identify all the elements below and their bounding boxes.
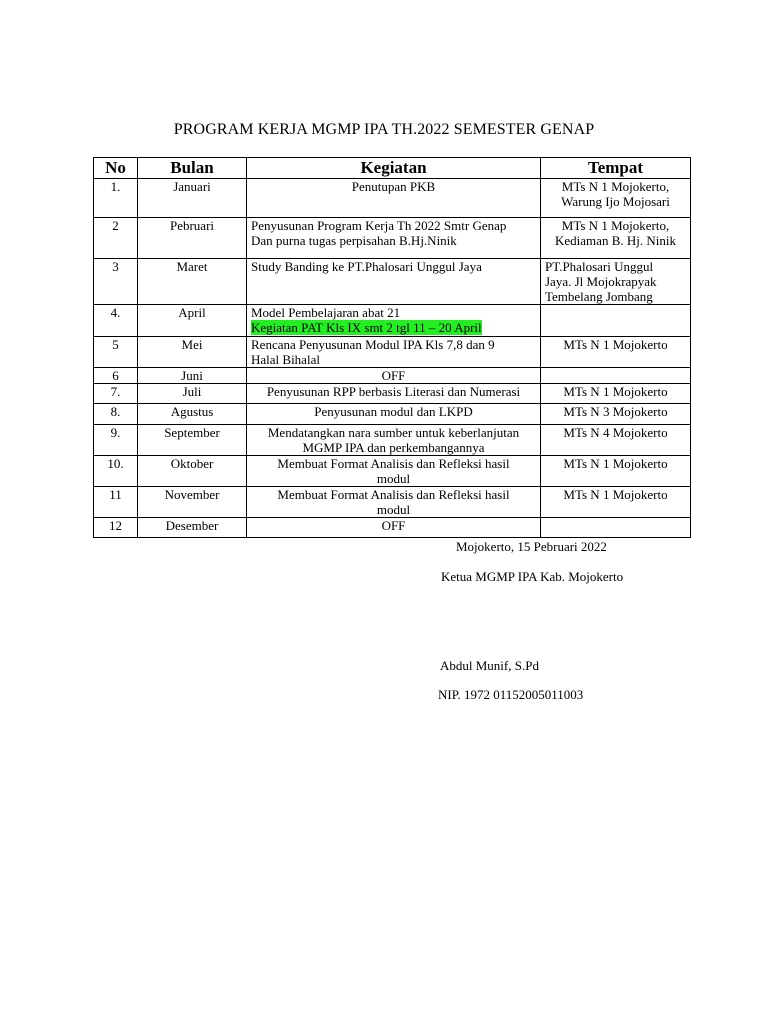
table-row — [94, 305, 691, 337]
cell-kegiatan — [247, 337, 541, 368]
cell-no: 8. — [94, 404, 138, 425]
table-header-row — [94, 158, 691, 179]
cell-kegiatan — [247, 487, 541, 518]
kegiatan-line: Rencana Penyusunan Modul IPA Kls 7,8 dan 9 — [251, 337, 495, 352]
signature-position: Ketua MGMP IPA Kab. Mojokerto — [441, 569, 624, 584]
tempat-line: Tembelang Jombang — [545, 289, 653, 304]
cell-tempat — [541, 518, 691, 538]
kegiatan-line: Penyusunan modul dan LKPD — [314, 404, 473, 419]
cell-tempat — [541, 368, 691, 384]
cell-kegiatan — [247, 425, 541, 456]
table-row — [94, 425, 691, 456]
table-row — [94, 368, 691, 384]
kegiatan-line: Mendatangkan nara sumber untuk keberlanjutan — [267, 425, 520, 440]
cell-bulan: April — [138, 305, 247, 337]
document-title: PROGRAM KERJA MGMP IPA TH.2022 SEMESTER GENAP — [173, 121, 595, 138]
signature-nip: NIP. 1972 01152005011003 — [438, 687, 584, 702]
cell-tempat — [541, 218, 691, 259]
kegiatan-line: Halal Bihalal — [251, 352, 320, 367]
cell-no: 7. — [94, 384, 138, 404]
cell-no: 10. — [94, 456, 138, 487]
kegiatan-line: Penutupan PKB — [351, 179, 436, 194]
cell-kegiatan — [247, 368, 541, 384]
table-row — [94, 218, 691, 259]
table-row — [94, 518, 691, 538]
program-table — [93, 157, 691, 538]
tempat-line: PT.Phalosari Unggul — [545, 259, 654, 274]
cell-kegiatan — [247, 179, 541, 218]
cell-tempat — [541, 404, 691, 425]
kegiatan-line: OFF — [381, 368, 406, 383]
cell-bulan: Juli — [138, 384, 247, 404]
signature-place-date: Mojokerto, 15 Pebruari 2022 — [456, 539, 607, 554]
cell-no: 11 — [94, 487, 138, 518]
tempat-line: MTs N 1 Mojokerto, — [561, 218, 670, 233]
table-row — [94, 404, 691, 425]
kegiatan-line: MGMP IPA dan perkembangannya — [302, 440, 485, 455]
kegiatan-line: Membuat Format Analisis dan Refleksi hasil — [277, 456, 510, 471]
cell-kegiatan — [247, 518, 541, 538]
kegiatan-line: Study Banding ke PT.Phalosari Unggul Jaya — [251, 259, 482, 274]
cell-bulan: Pebruari — [138, 218, 247, 259]
kegiatan-line: modul — [376, 502, 411, 517]
signature-name: Abdul Munif, S.Pd — [440, 658, 539, 673]
cell-bulan: Oktober — [138, 456, 247, 487]
cell-bulan: Agustus — [138, 404, 247, 425]
kegiatan-line-highlighted — [251, 320, 536, 335]
header-no: No — [94, 158, 138, 179]
kegiatan-line: Model Pembelajaran abat 21 — [251, 305, 401, 320]
cell-bulan: Januari — [138, 179, 247, 218]
kegiatan-line: Penyusunan Program Kerja Th 2022 Smtr Genap — [251, 218, 507, 233]
table-row — [94, 384, 691, 404]
cell-bulan: September — [138, 425, 247, 456]
cell-bulan: Juni — [138, 368, 247, 384]
cell-bulan: November — [138, 487, 247, 518]
kegiatan-line: Dan purna tugas perpisahan B.Hj.Ninik — [251, 233, 457, 248]
cell-tempat — [541, 487, 691, 518]
header-kegiatan: Kegiatan — [247, 158, 541, 179]
table-row — [94, 487, 691, 518]
cell-no: 4. — [94, 305, 138, 337]
tempat-line: MTs N 1 Mojokerto — [563, 384, 668, 399]
tempat-line: Kediaman B. Hj. Ninik — [555, 233, 676, 248]
cell-bulan: Desember — [138, 518, 247, 538]
table-row — [94, 179, 691, 218]
cell-tempat — [541, 305, 691, 337]
table-row — [94, 337, 691, 368]
kegiatan-line: Membuat Format Analisis dan Refleksi hasil — [277, 487, 510, 502]
cell-kegiatan — [247, 305, 541, 337]
table-row — [94, 456, 691, 487]
cell-no: 12 — [94, 518, 138, 538]
cell-no: 9. — [94, 425, 138, 456]
cell-kegiatan — [247, 384, 541, 404]
cell-tempat — [541, 425, 691, 456]
cell-no: 2 — [94, 218, 138, 259]
tempat-line: MTs N 3 Mojokerto — [563, 404, 668, 419]
cell-bulan: Maret — [138, 259, 247, 305]
cell-tempat — [541, 384, 691, 404]
cell-no: 3 — [94, 259, 138, 305]
highlighted-text: Kegiatan PAT Kls IX smt 2 tgl 11 – 20 April — [251, 320, 482, 335]
cell-tempat — [541, 259, 691, 305]
table-row — [94, 259, 691, 305]
cell-no: 1. — [94, 179, 138, 218]
cell-kegiatan — [247, 404, 541, 425]
header-bulan: Bulan — [138, 158, 247, 179]
cell-tempat — [541, 179, 691, 218]
tempat-line: MTs N 4 Mojokerto — [563, 425, 668, 440]
cell-kegiatan — [247, 259, 541, 305]
kegiatan-line: OFF — [381, 518, 406, 533]
cell-no: 5 — [94, 337, 138, 368]
tempat-line: MTs N 1 Mojokerto — [563, 487, 668, 502]
tempat-line: Warung Ijo Mojosari — [561, 194, 670, 209]
tempat-line: Jaya. Jl Mojokrapyak — [545, 274, 657, 289]
tempat-line: MTs N 1 Mojokerto — [563, 337, 668, 352]
kegiatan-line: Penyusunan RPP berbasis Literasi dan Numerasi — [266, 384, 521, 399]
cell-tempat — [541, 456, 691, 487]
cell-kegiatan — [247, 218, 541, 259]
kegiatan-line: modul — [376, 471, 411, 486]
cell-kegiatan — [247, 456, 541, 487]
cell-tempat — [541, 337, 691, 368]
header-tempat: Tempat — [541, 158, 691, 179]
tempat-line: MTs N 1 Mojokerto — [563, 456, 668, 471]
tempat-line: MTs N 1 Mojokerto, — [561, 179, 670, 194]
cell-no: 6 — [94, 368, 138, 384]
cell-bulan: Mei — [138, 337, 247, 368]
